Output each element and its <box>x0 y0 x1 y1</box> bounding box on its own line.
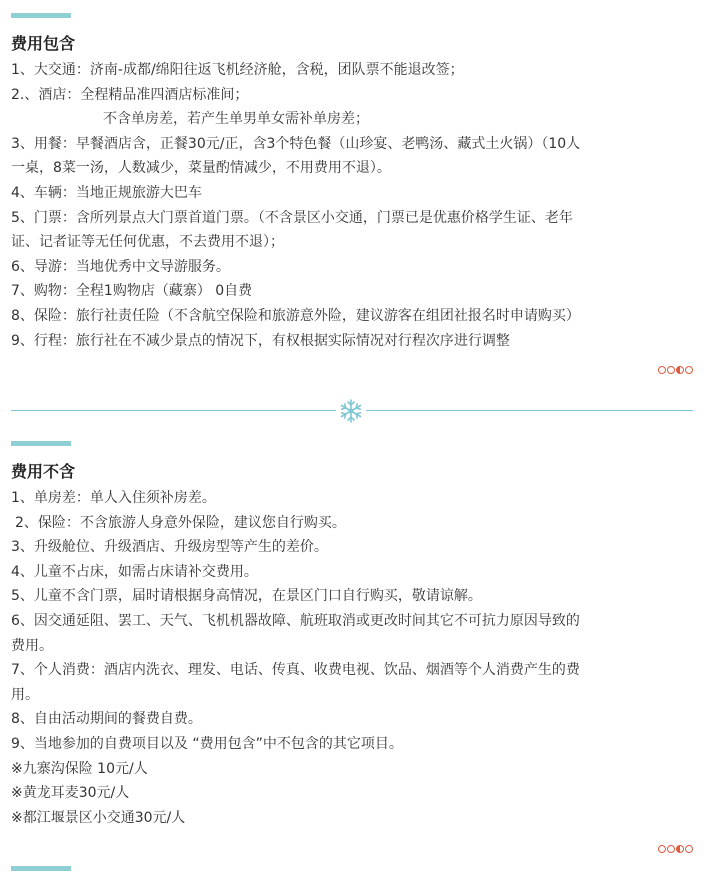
excluded-line: 6、因交通延阻、罢工、天气、飞机机器故障、航班取消或更改时间其它不可抗力原因导致的 <box>11 612 580 629</box>
dot-icon <box>667 366 675 374</box>
excluded-line: 8、自由活动期间的餐费自费。 <box>11 711 202 728</box>
excluded-line: 4、儿童不占床，如需占床请补交费用。 <box>11 563 258 580</box>
included-line: 证、记者证等无任何优惠，不去费用不退）； <box>11 234 284 251</box>
excluded-line: 9、当地参加的自费项目以及 “费用包含”中不包含的其它项目。 <box>11 735 403 752</box>
included-line: 5、门票：含所列景点大门票首道门票。（不含景区小交通，门票已是优惠价格学生证、老年 <box>11 209 573 226</box>
dot-icon <box>685 366 693 374</box>
included-line: 不含单房差，若产生单男单女需补单房差； <box>103 111 369 128</box>
included-line: 9、行程：旅行社在不减少景点的情况下，有权根据实际情况对行程次序进行调整 <box>11 332 510 349</box>
accent-bar-middle <box>11 441 71 446</box>
included-line: 7、购物：全程1购物店（藏寨） 0自费 <box>11 283 253 300</box>
excluded-list <box>11 486 701 830</box>
excluded-line: ※九寨沟保险 10元/人 <box>11 760 148 777</box>
excluded-line: 2、保险：不含旅游人身意外保险，建议您自行购买。 <box>15 514 346 531</box>
dot-icon <box>685 845 693 853</box>
excluded-line: 用。 <box>11 686 39 703</box>
dot-icon <box>667 845 675 853</box>
included-line: 4、车辆：当地正规旅游大巴车 <box>11 184 202 201</box>
excluded-line: 7、个人消费：酒店内洗衣、理发、电话、传真、收费电视、饮品、烟酒等个人消费产生的费 <box>11 662 580 679</box>
dot-icon <box>676 366 684 374</box>
dot-icon <box>658 845 666 853</box>
included-line: 3、用餐：早餐酒店含，正餐30元/正，含3个特色餐（山珍宴、老鸭汤、藏式土火锅）（10人 <box>11 135 581 152</box>
snowflake-icon <box>336 396 366 426</box>
excluded-line: 1、单房差：单人入住须补房差。 <box>11 490 216 506</box>
included-line: 1、大交通：济南-成都/绵阳往返飞机经济舱，含税，团队票不能退改签； <box>11 62 464 78</box>
included-list <box>11 58 701 353</box>
included-line: 6、导游：当地优秀中文导游服务。 <box>11 258 230 275</box>
excluded-title: 费用不含 <box>11 462 76 481</box>
accent-bar-top <box>11 13 71 18</box>
included-line: 8、保险：旅行社责任险（不含航空保险和旅游意外险，建议游客在组团社报名时申请购买） <box>11 307 580 324</box>
included-line: 2.、酒店：全程精品准四酒店标准间； <box>11 86 249 103</box>
excluded-line: ※黄龙耳麦30元/人 <box>11 785 130 802</box>
dot-icon <box>658 366 666 374</box>
excluded-line: 3、升级舱位、升级酒店、升级房型等产生的差价。 <box>11 539 328 556</box>
dot-icon <box>676 845 684 853</box>
included-line: 一桌，8菜一汤，人数减少，菜量酌情减少，不用费用不退）。 <box>11 160 391 177</box>
included-title: 费用包含 <box>11 34 76 53</box>
excluded-line: 费用。 <box>11 637 53 654</box>
excluded-line: ※都江堰景区小交通30元/人 <box>11 809 186 826</box>
decorative-dots <box>658 845 693 853</box>
accent-bar-bottom <box>11 866 71 871</box>
decorative-dots <box>658 366 693 374</box>
excluded-line: 5、儿童不含门票，届时请根据身高情况，在景区门口自行购买，敬请谅解。 <box>11 588 482 605</box>
